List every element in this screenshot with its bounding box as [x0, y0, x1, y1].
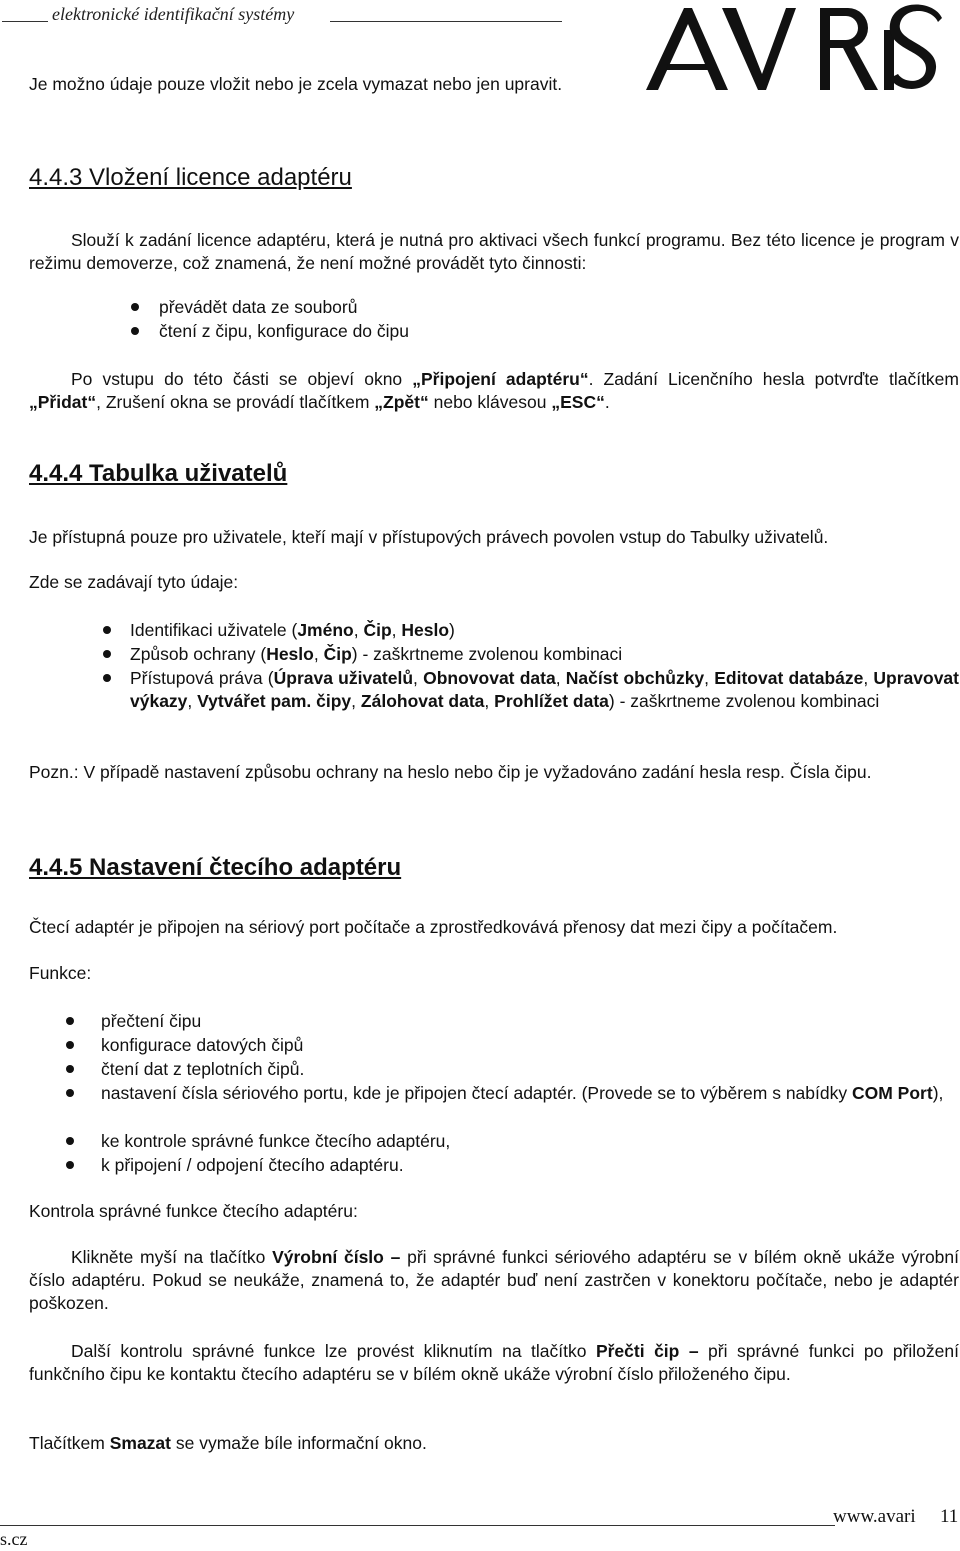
check-paragraph-1: Klikněte myší na tlačítko Výrobní číslo – při správné funkci sériového adaptéru se v bílém okně ukáže výrobní číslo adaptéru. Pokud se neukáže, znamená to, že adaptér buď není zastrčen v konektoru počítače, nebo je adaptér poškozen. — [29, 1247, 959, 1313]
bullet-dot — [66, 1137, 74, 1145]
check-label: Kontrola správné funkce čtecího adaptéru: — [29, 1201, 358, 1221]
header-rule-right — [330, 21, 562, 22]
list-item: přečtení čipu — [101, 1011, 202, 1031]
list-item: převádět data ze souborů — [159, 297, 358, 317]
footer-rule — [0, 1525, 835, 1526]
section-4-4-4-heading: 4.4.4 Tabulka uživatelů — [29, 460, 288, 487]
bullet-dot — [131, 303, 139, 311]
section-4-4-3-heading: 4.4.3 Vložení licence adaptéru — [29, 164, 352, 191]
list-item: konfigurace datových čipů — [101, 1035, 304, 1055]
bullet-dot — [66, 1161, 74, 1169]
functions-label: Funkce: — [29, 963, 92, 983]
list-item: k připojení / odpojení čtecího adaptéru. — [101, 1155, 404, 1175]
footer-url: www.avari — [833, 1506, 916, 1527]
section-4-4-3-paragraph: Slouží k zadání licence adaptéru, která je nutná pro aktivaci všech funkcí programu. Bez této licence je program v režimu demoverze, což znamená, že není možné provádět tyto činnosti: — [29, 230, 959, 273]
check-paragraph-3: Tlačítkem Smazat se vymaže bíle informační okno. — [29, 1433, 427, 1453]
list-item: Identifikaci uživatele (Jméno, Čip, Heslo) — [130, 620, 455, 640]
bullet-dot — [103, 650, 111, 658]
note-paragraph: Pozn.: V případě nastavení způsobu ochrany na heslo nebo čip je vyžadováno zadání hesla resp. Čísla čipu. — [29, 762, 872, 782]
footer-url-end: s.cz — [0, 1529, 28, 1549]
check-paragraph-2: Další kontrolu správné funkce lze provést kliknutím na tlačítko Přečti čip – při správné funkci po přiložení funkčního čipu ke kontaktu čtecího adaptéru se v bílém okně ukáže výrobní číslo přiloženého čipu. — [29, 1341, 959, 1384]
intro-paragraph: Je možno údaje pouze vložit nebo je zcela vymazat nebo jen upravit. — [29, 74, 563, 94]
list-item: Způsob ochrany (Heslo, Čip) - zaškrtneme zvolenou kombinaci — [130, 644, 623, 664]
bullet-dot — [103, 674, 111, 682]
bullet-dot — [103, 626, 111, 634]
bullet-dot — [66, 1017, 74, 1025]
section-4-4-4-paragraph: Je přístupná pouze pro uživatele, kteří mají v přístupových právech povolen vstup do Tabulky uživatelů. — [29, 527, 829, 547]
header-title: elektronické identifikační systémy — [52, 4, 295, 24]
section-4-4-3-paragraph-2: Po vstupu do této části se objeví okno „Připojení adaptéru“. Zadání Licenčního hesla potvrďte tlačítkem „Přidat“, Zrušení okna se provádí tlačítkem „Zpět“ nebo klávesou „ESC“. — [29, 369, 959, 412]
list-item: čtení dat z teplotních čipů. — [101, 1059, 305, 1079]
list-item: čtení z čipu, konfigurace do čipu — [159, 321, 410, 341]
list-item: Přístupová práva (Úprava uživatelů, Obnovovat data, Načíst obchůzky, Editovat databáze, Upravovat výkazy, Vytvářet pam. čipy, Zálohovat data, Prohlížet data) - zaškrtneme zvolenou kombinaci — [130, 668, 959, 711]
bullet-dot — [66, 1065, 74, 1073]
section-4-4-5-paragraph: Čtecí adaptér je připojen na sériový port počítače a zprostředkovává přenosy dat mezi čipy a počítačem. — [29, 917, 838, 937]
avaris-logo — [646, 0, 946, 96]
page-number: 11 — [940, 1506, 959, 1527]
bullet-dot — [66, 1041, 74, 1049]
bullet-dot — [66, 1089, 74, 1097]
section-4-4-4-paragraph-2: Zde se zadávají tyto údaje: — [29, 572, 239, 592]
bullet-dot — [131, 327, 139, 335]
list-item: ke kontrole správné funkce čtecího adaptéru, — [101, 1131, 451, 1151]
section-4-4-5-heading: 4.4.5 Nastavení čtecího adaptéru — [29, 854, 402, 881]
list-item: nastavení čísla sériového portu, kde je připojen čtecí adaptér. (Provede se to výběrem s nabídky COM Port), — [101, 1083, 944, 1103]
header-rule-left — [2, 21, 48, 22]
